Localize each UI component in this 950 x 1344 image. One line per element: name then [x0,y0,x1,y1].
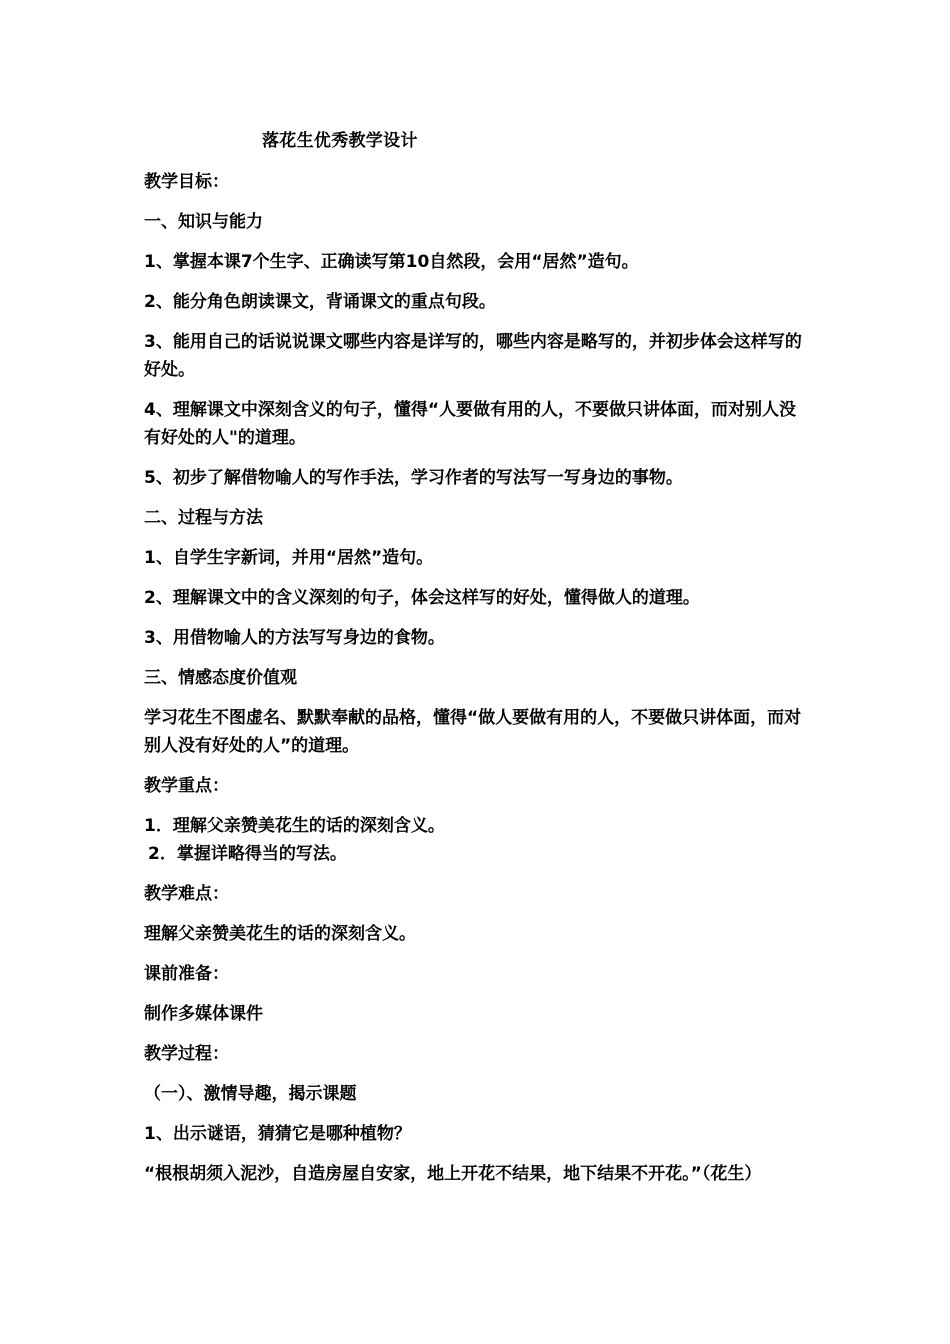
list-item: 2、理解课文中的含义深刻的句子，体会这样写的好处，懂得做人的道理。 [144,588,700,608]
section-heading: 教学目标： [144,172,229,192]
body-paragraph: 理解父亲赞美花生的话的深刻含义。 [144,924,416,944]
list-item: 4、理解课文中深刻含义的句子，懂得“人要做有用的人，不要做只讲体面，而对别人没有好处的人"的道理。 [144,400,796,448]
list-item: 3、能用自己的话说说课文哪些内容是详写的，哪些内容是略写的，并初步体会这样写的好处。 [144,332,802,380]
list-item: 1、出示谜语，猜猜它是哪种植物？ [144,1124,411,1144]
list-item: 1．理解父亲赞美花生的话的深刻含义。 [144,816,445,836]
body-paragraph: 制作多媒体课件 [144,1004,263,1024]
list-item: 3、用借物喻人的方法写写身边的食物。 [144,628,445,648]
section-heading: 课前准备： [144,964,229,984]
subsection-heading: 一、知识与能力 [144,212,263,232]
list-item: 5、初步了解借物喻人的写作手法，学习作者的写法写一写身边的事物。 [144,468,683,488]
list-item: 1、掌握本课7个生字、正确读写第10自然段，会用“居然”造句。 [144,252,639,272]
subsection-heading: 二、过程与方法 [144,508,263,528]
document-body [144,168,809,1200]
section-heading: 教学重点： [144,776,229,796]
list-item: 1、自学生字新词，并用“居然”造句。 [144,548,434,568]
body-paragraph: 学习花生不图虚名、默默奉献的品格，懂得“做人要做有用的人，不要做只讲体面，而对别人没有好处的人”的道理。 [144,708,802,756]
subsection-heading: （一）、激情导趣，揭示课题 [144,1084,357,1104]
list-item: 2．掌握详略得当的写法。 [148,844,347,864]
section-heading: 教学难点： [144,884,229,904]
subsection-heading: 三、情感态度价值观 [144,668,297,688]
body-paragraph: “根根胡须入泥沙，自造房屋自安家，地上开花不结果，地下结果不开花。”（花生） [144,1164,762,1184]
section-heading: 教学过程： [144,1044,229,1064]
document-title: 落花生优秀教学设计 [262,131,418,151]
list-item: 2、能分角色朗读课文，背诵课文的重点句段。 [144,292,496,312]
